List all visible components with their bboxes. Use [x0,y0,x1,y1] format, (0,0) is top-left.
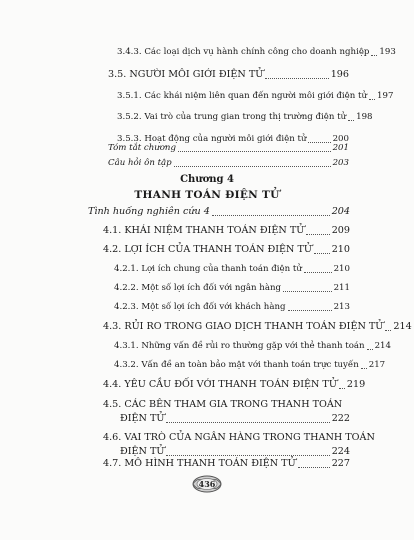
leader-dots [369,99,375,100]
toc-entry-label: 4.2.2. Một số lợi ích đối với ngân hàng [114,283,281,293]
toc-entry [103,379,366,391]
toc-entry-page: 213 [333,302,350,312]
toc-entry-page: 210 [331,244,350,255]
toc-entry-page: 211 [333,283,350,293]
leader-dots [304,272,332,273]
leader-dots [314,253,330,254]
toc-entry [114,264,350,275]
toc-entry-label: 4.2. LỢI ÍCH CỦA THANH TOÁN ĐIỆN TỬ [103,244,312,255]
toc-entry-label: 4.4. YÊU CẦU ĐỐI VỚI THANH TOÁN ĐIỆN TỬ [103,379,337,390]
leader-dots [174,166,331,167]
toc-entry [103,244,350,256]
toc-entry-label: 4.1. KHÁI NIỆM THANH TOÁN ĐIỆN TỬ [103,225,305,236]
leader-dots [298,467,330,468]
leader-dots [348,120,354,121]
leader-dots [288,310,332,311]
toc-entry-label: 3.4.3. Các loại dịch vụ hành chính công cho doanh nghiệp [117,47,370,57]
toc-entry [108,158,349,169]
toc-entry-label: 4.7. MÔ HÌNH THANH TOÁN ĐIỆN TỬ [103,458,296,469]
toc-entry [117,112,373,123]
toc-entry [117,91,394,102]
toc-entry-label: 4.2.3. Một số lợi ích đối với khách hàng [114,302,286,312]
leader-dots [166,455,329,456]
toc-entry-page: 227 [331,458,350,469]
chapter-number: Chương 4 [180,174,234,185]
toc-entry [88,206,350,218]
toc-entry [114,302,350,313]
toc-entry-label: 3.5. NGƯỜI MÔI GIỚI ĐIỆN TỬ [108,69,264,80]
toc-entry-label: 4.3.1. Những vấn đề rủi ro thường gặp với thẻ thanh toán [114,341,365,351]
toc-entry [114,283,350,294]
toc-entry-label-line1: 4.5. CÁC BÊN THAM GIA TRONG THANH TOÁN [103,399,343,410]
leader-dots [361,368,367,369]
leader-dots [212,215,330,216]
toc-entry-label: 4.3. RỦI RO TRONG GIAO DỊCH THANH TOÁN ĐIỆN TỬ [103,321,384,332]
leader-dots [339,388,345,389]
toc-entry-label: 3.5.3. Hoạt động của người môi giới điện tử [117,134,307,144]
toc-entry-label-line2: ĐIỆN TỬ [120,413,165,424]
toc-entry-page: 198 [356,112,373,122]
toc-entry-page: 203 [332,158,349,168]
leader-dots [306,234,329,235]
toc-entry [117,47,396,58]
toc-entry [120,413,350,425]
leader-dots [166,422,329,423]
toc-entry-label: 4.2.1. Lợi ích chung của thanh toán điện tử [114,264,302,274]
toc-entry-page: 196 [330,69,349,80]
toc-entry-page: 224 [331,446,350,457]
toc-entry-page: 204 [331,206,350,217]
chapter-title: THANH TOÁN ĐIỆN TỬ [134,189,280,201]
toc-entry-label-line2: ĐIỆN TỬ [120,446,165,457]
toc-entry [108,143,349,154]
page-number-ornament [191,474,223,494]
toc-entry [103,321,412,333]
leader-dots [283,291,332,292]
page-number: 436 [198,479,216,489]
toc-entry-page: 197 [377,91,394,101]
toc-entry [103,458,350,470]
toc-entry-page: 209 [331,225,350,236]
toc-entry-label: Tình huống nghiên cứu 4 [88,206,210,217]
toc-entry-label: Câu hỏi ôn tập [108,158,172,168]
toc-entry [114,341,391,352]
toc-entry-page: 193 [379,47,396,57]
toc-entry-label: 3.5.1. Các khái niệm liên quan đến người môi giới điện tử [117,91,368,101]
leader-dots [367,349,373,350]
toc-entry-page: 210 [333,264,350,274]
leader-dots [265,78,328,79]
leader-dots [178,151,331,152]
toc-entry-label: 4.3.2. Vấn đề an toàn bảo mật với thanh toán trực tuyến [114,360,359,370]
toc-entry-page: 217 [368,360,386,370]
toc-entry [108,69,349,81]
toc-entry [120,446,350,458]
toc-entry [103,225,350,237]
leader-dots [371,55,377,56]
toc-entry-label-line1: 4.6. VAI TRÒ CỦA NGÂN HÀNG TRONG THANH TOÁN [103,432,375,443]
leader-dots [385,330,391,331]
toc-entry-page: 214 [374,341,391,351]
toc-entry [114,360,386,371]
toc-entry-page: 200 [332,134,349,144]
toc-entry-label: Tóm tắt chương [108,143,176,153]
toc-entry-page: 219 [346,379,366,390]
toc-entry-page: 222 [331,413,350,424]
toc-entry-page: 201 [332,143,349,153]
toc-entry-label: 3.5.2. Vai trò của trung gian trong thị trường điện tử [117,112,347,122]
toc-entry-page: 214 [393,321,412,332]
